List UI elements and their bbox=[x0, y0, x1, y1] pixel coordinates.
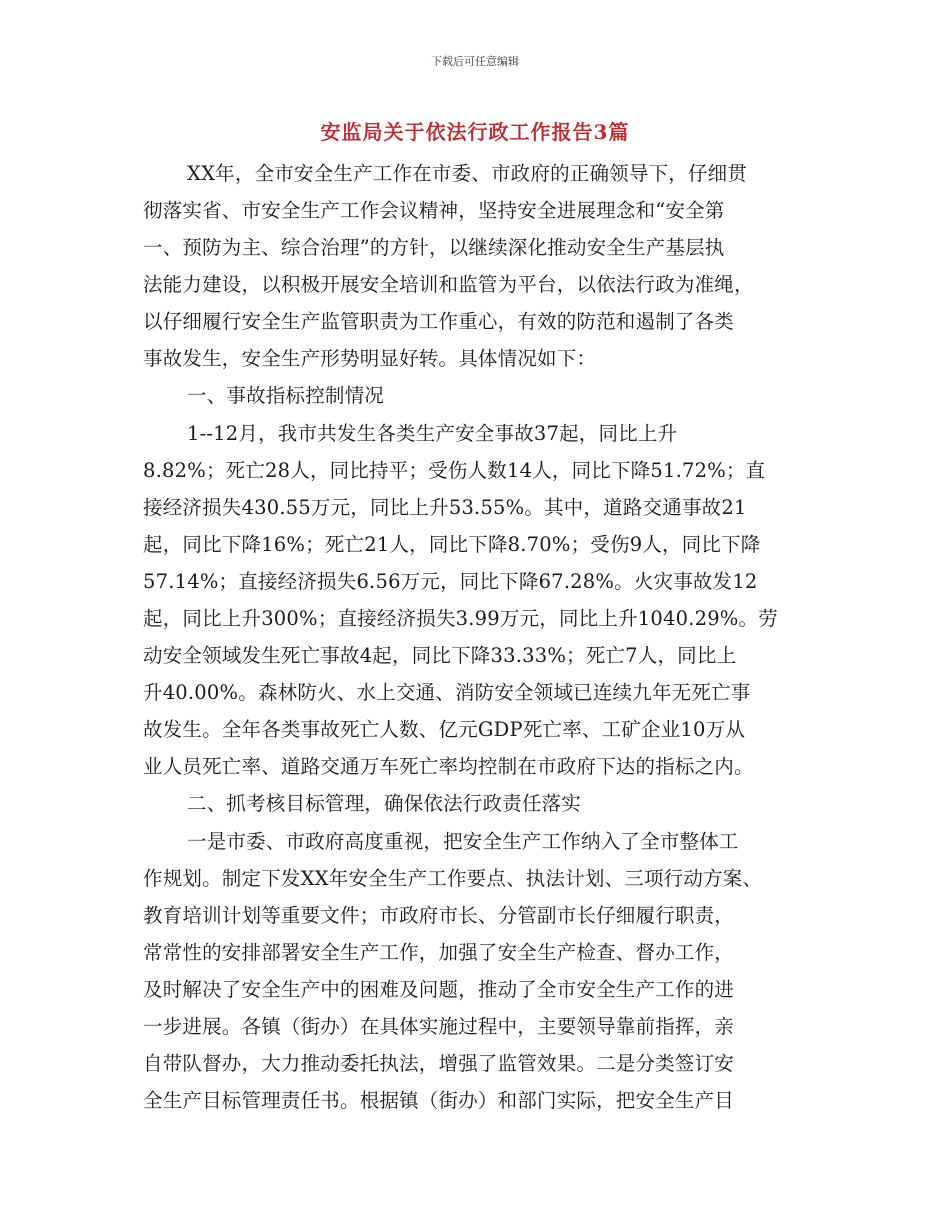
document-title: 安监局关于依法行政工作报告3篇 bbox=[320, 120, 630, 144]
body-line: 以仔细履行安全生产监管职责为工作重心，有效的防范和遏制了各类 bbox=[143, 310, 735, 333]
body-line: 彻落实省、市安全生产工作会议精神，坚持安全进展理念和“安全第 bbox=[143, 199, 725, 222]
body-line: 一是市委、市政府高度重视，把安全生产工作纳入了全市整体工 bbox=[187, 830, 739, 853]
body-line: 业人员死亡率、道路交通万车死亡率均控制在市政府下达的指标之内。 bbox=[143, 755, 754, 778]
body-line: 动安全领域发生死亡事故4起，同比下降33.33%；死亡7人，同比上 bbox=[143, 644, 737, 667]
body-line: 起，同比下降16%；死亡21人，同比下降8.70%；受伤9人，同比下降 bbox=[143, 533, 761, 556]
body-line: 故发生。全年各类事故死亡人数、亿元GDP死亡率、工矿企业10万从 bbox=[143, 718, 746, 741]
section-heading: 一、事故指标控制情况 bbox=[187, 384, 385, 407]
body-line: 起，同比上升300%；直接经济损失3.99万元，同比上升1040.29%。劳 bbox=[143, 607, 778, 630]
section-heading: 二、抓考核目标管理，确保依法行政责任落实 bbox=[187, 792, 582, 815]
body-line: 8.82%；死亡28人，同比持平；受伤人数14人，同比下降51.72%；直 bbox=[143, 459, 766, 482]
body-line: 一步进展。各镇（街办）在具体实施过程中，主要领导靠前指挥，亲 bbox=[143, 1015, 735, 1038]
body-line: 教育培训计划等重要文件；市政府市长、分管副市长仔细履行职责， bbox=[143, 904, 735, 927]
body-line: 升40.00%。森林防火、水上交通、消防安全领域已连续九年无死亡事 bbox=[143, 681, 751, 704]
header-note: 下载后可任意编辑 bbox=[431, 55, 519, 68]
body-line: 事故发生，安全生产形势明显好转。具体情况如下： bbox=[143, 347, 597, 370]
body-line: 法能力建设，以积极开展安全培训和监管为平台，以依法行政为准绳， bbox=[143, 273, 754, 296]
body-line: 及时解决了安全生产中的困难及问题，推动了全市安全生产工作的进 bbox=[143, 978, 735, 1001]
body-line: 1--12月，我市共发生各类生产安全事故37起，同比上升 bbox=[187, 422, 678, 445]
body-line: XX年，全市安全生产工作在市委、市政府的正确领导下，仔细贯 bbox=[187, 162, 748, 185]
body-line: 常常性的安排部署安全生产工作，加强了安全生产检查、督办工作， bbox=[143, 941, 735, 964]
body-line: 一、预防为主、综合治理”的方针，以继续深化推动安全生产基层执 bbox=[143, 236, 725, 259]
body-line: 自带队督办，大力推动委托执法，增强了监管效果。二是分类签订安 bbox=[143, 1052, 735, 1075]
body-line: 全生产目标管理责任书。根据镇（街办）和部门实际，把安全生产目 bbox=[143, 1089, 735, 1112]
body-line: 接经济损失430.55万元，同比上升53.55%。其中，道路交通事故21 bbox=[143, 496, 747, 519]
body-line: 57.14%；直接经济损失6.56万元，同比下降67.28%。火灾事故发12 bbox=[143, 570, 758, 593]
body-line: 作规划。制定下发XX年安全生产工作要点、执法计划、三项行动方案、 bbox=[143, 867, 763, 890]
